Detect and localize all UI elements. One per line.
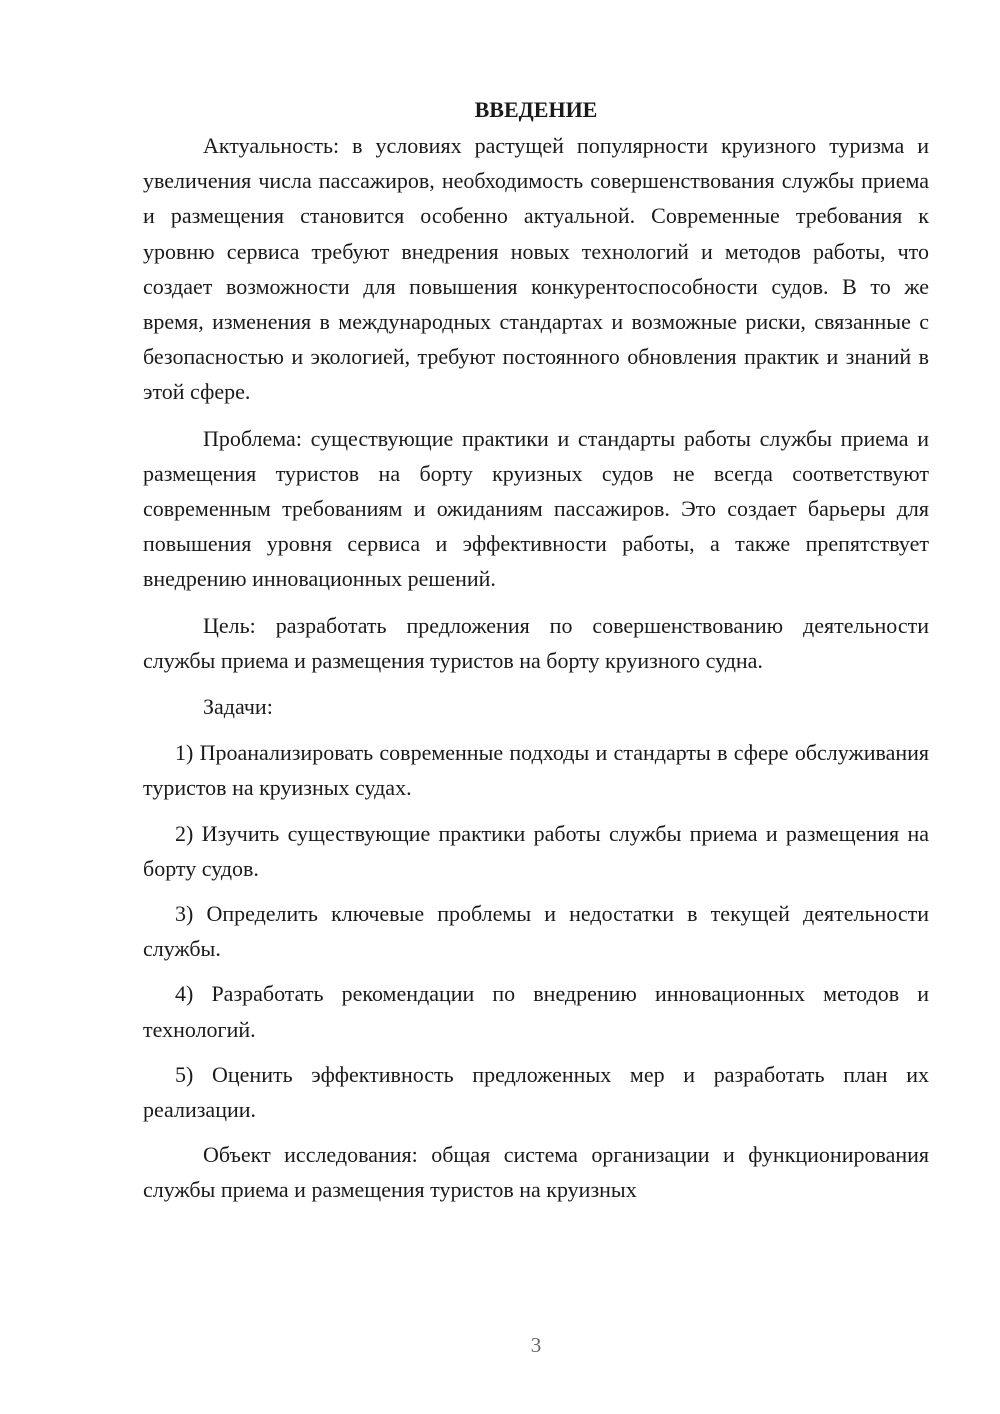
task-item-3: 3) Определить ключевые проблемы и недостатки в текущей деятельности службы. <box>143 901 929 962</box>
paragraph-problem: Проблема: существующие практики и стандарты работы службы приема и размещения туристов на борту круизных судов не всегда соответствуют современным требованиям и ожиданиям пассажиров. Это создает барьеры для повышения уровня сервиса и эффективности работы, а также препятствует внедрению инновационных решений. <box>143 425 929 592</box>
task-item-4: 4) Разработать рекомендации по внедрению инновационных методов и технологий. <box>143 981 929 1042</box>
section-title: ВВЕДЕНИЕ <box>474 97 598 122</box>
paragraph-object: Объект исследования: общая система организации и функционирования службы приема и размещения туристов на круизных <box>143 1142 929 1203</box>
task-item-2: 2) Изучить существующие практики работы службы приема и размещения на борту судов. <box>143 820 929 881</box>
paragraph-relevance: Актуальность: в условиях растущей популярности круизного туризма и увеличения числа пассажиров, необходимость совершенствования службы приема и размещения становится особенно актуальной. Современные требования к уровню сервиса требуют внедрения новых технологий и методов работы, что создает возможности для повышения конкурентоспособности судов. В то же время, изменения в международных стандартах и возможные риски, связанные с безопасностью и экологией, требуют постоянного обновления практик и знаний в этой сфере. <box>143 133 929 405</box>
tasks-heading: Задачи: <box>203 694 273 720</box>
task-item-5: 5) Оценить эффективность предложенных мер и разработать план их реализации. <box>143 1061 929 1123</box>
page-number: 3 <box>530 1333 542 1357</box>
paragraph-goal: Цель: разработать предложения по совершенствованию деятельности службы приема и размещения туристов на борту круизного судна. <box>143 612 929 673</box>
task-item-1: 1) Проанализировать современные подходы и стандарты в сфере обслуживания туристов на круизных судах. <box>143 740 929 801</box>
document-page <box>143 92 929 1208</box>
